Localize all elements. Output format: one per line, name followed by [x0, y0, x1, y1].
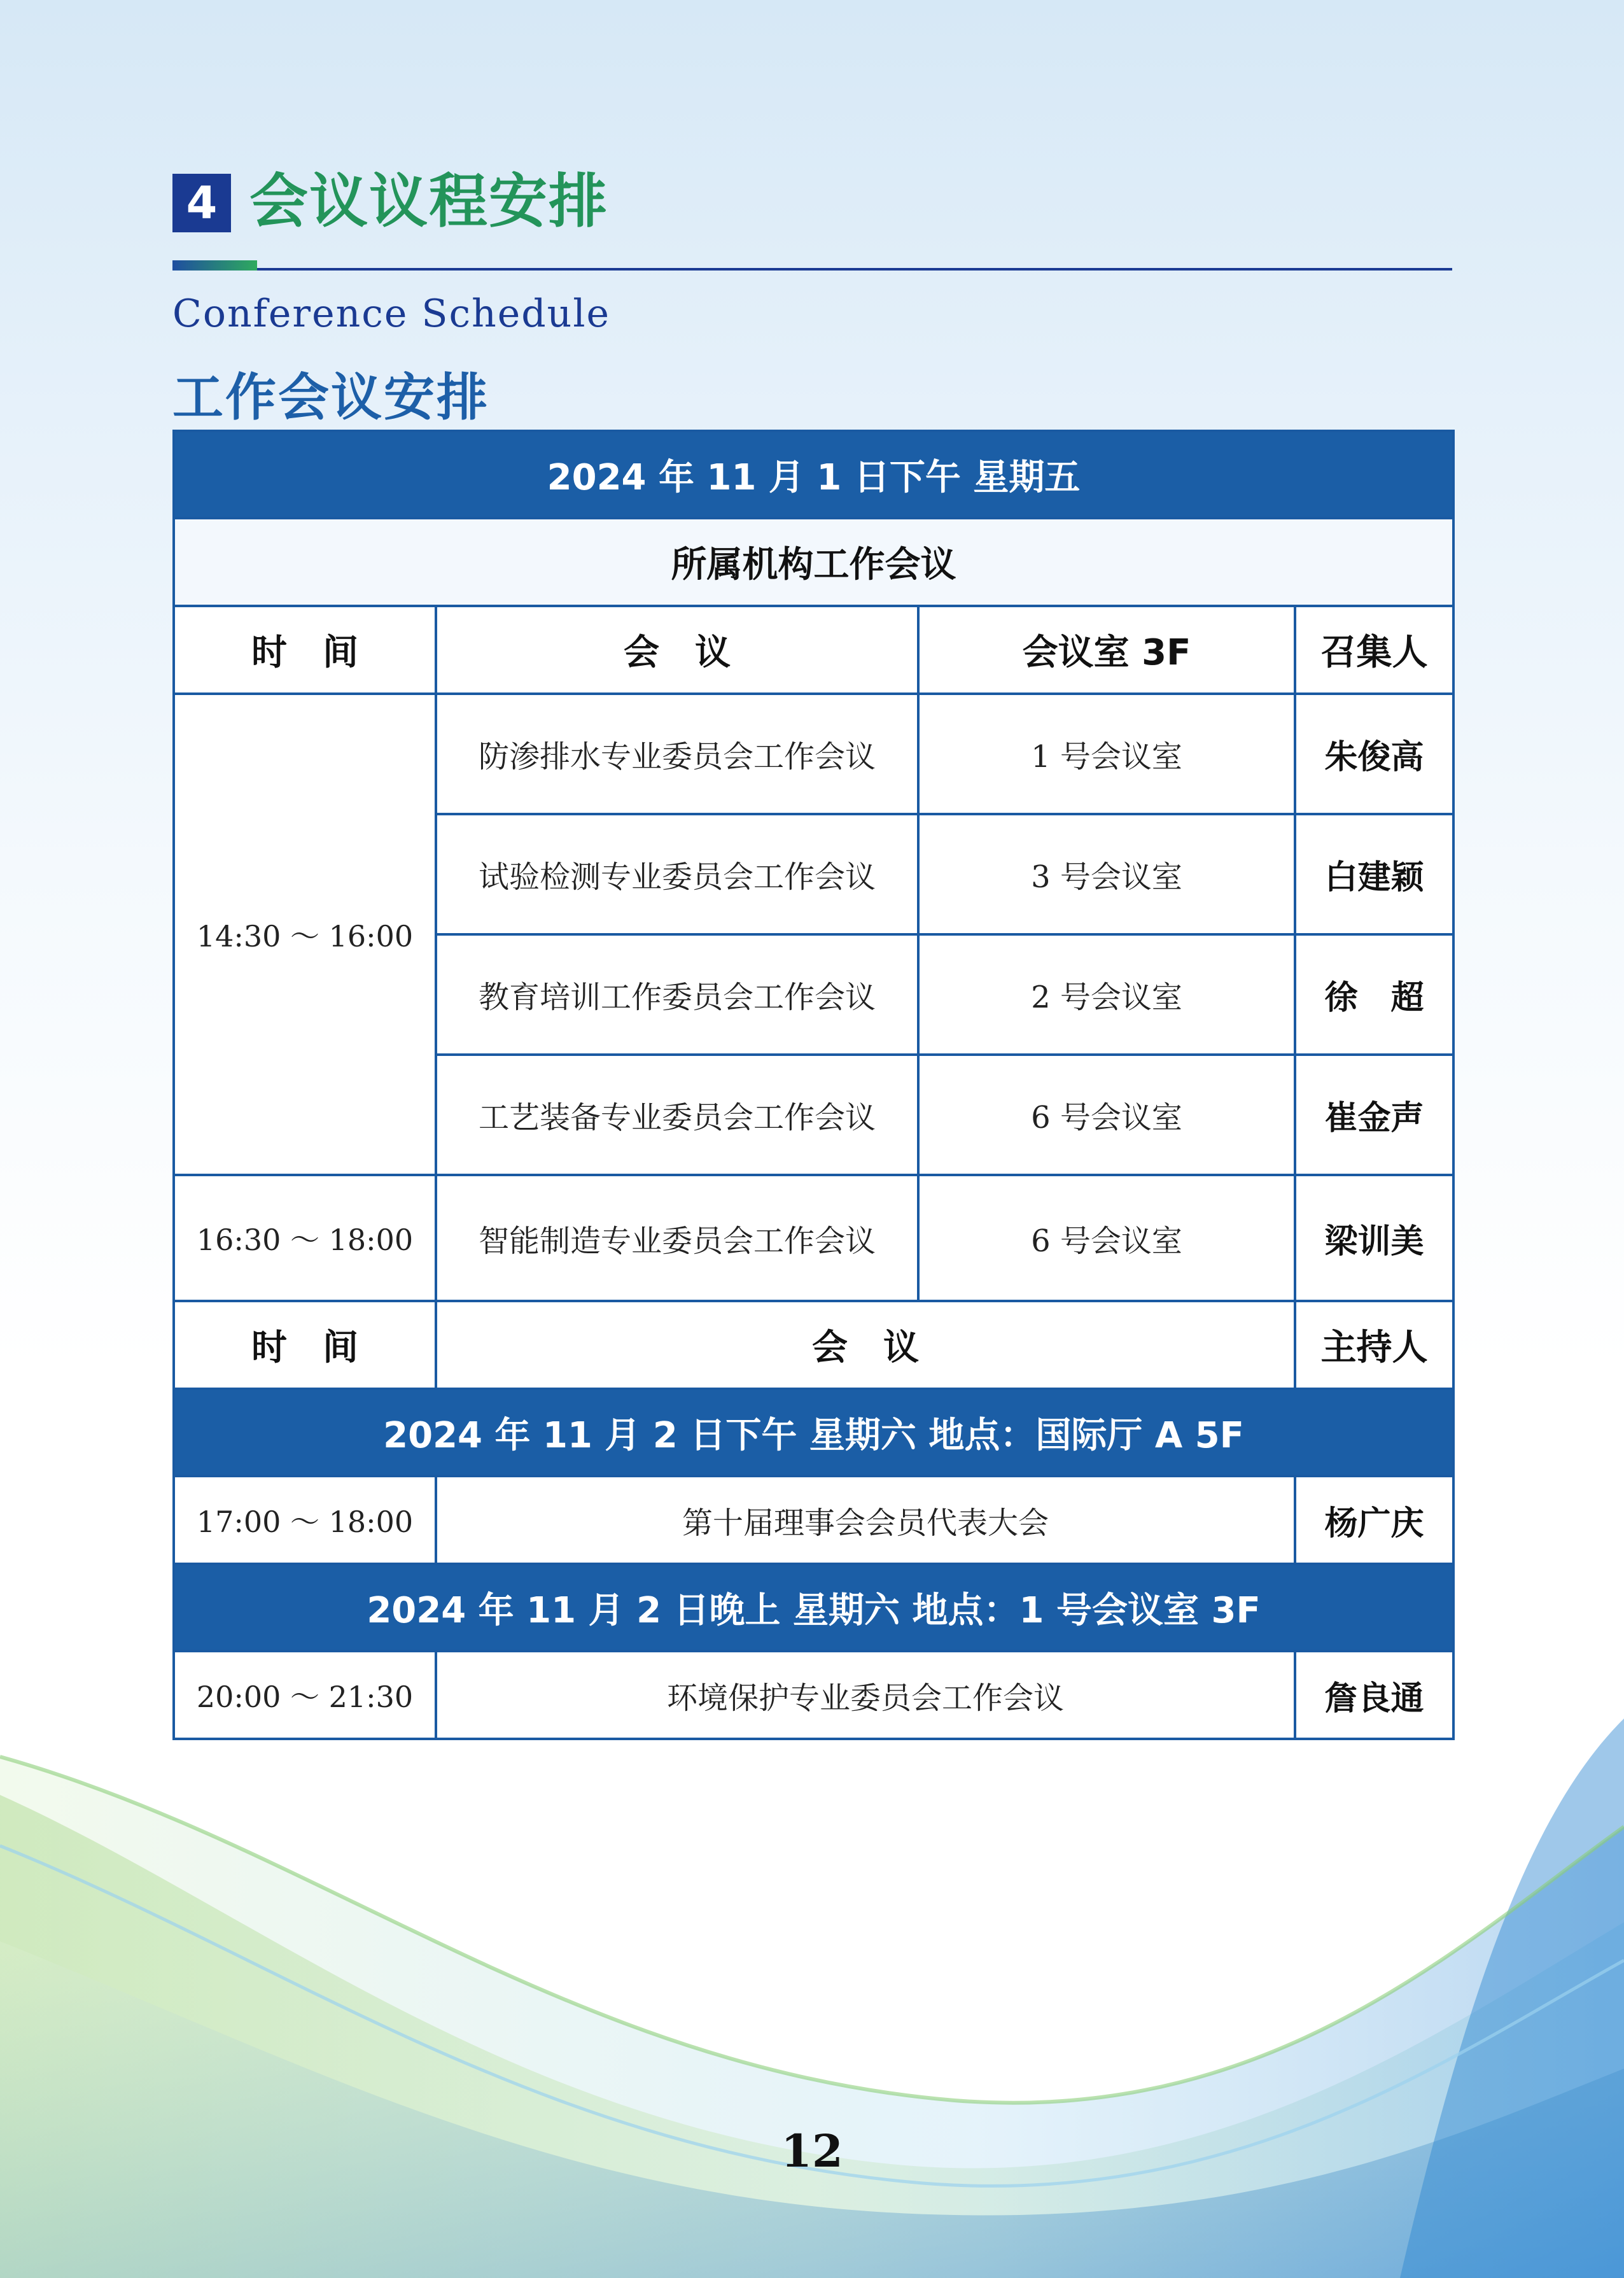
meeting-name: 工艺装备专业委员会工作会议: [436, 1055, 918, 1175]
column-header-row: [174, 606, 1453, 694]
date-band-day2-afternoon: [174, 1389, 1453, 1476]
date-band-day1-text: 2024 年 11 月 1 日下午 星期五: [174, 431, 1453, 518]
session-time: 17:00 ～ 18:00: [174, 1476, 436, 1564]
header-room: 会议室 3F: [918, 606, 1295, 694]
session-time: 20:00 ～ 21:30: [174, 1651, 436, 1739]
schedule-table: [172, 430, 1455, 1740]
table-row: [174, 694, 1453, 814]
group-title-row: [174, 518, 1453, 606]
date-band-day1: [174, 431, 1453, 518]
date-band-day2-evening-text: 2024 年 11 月 2 日晚上 星期六 地点：1 号会议室 3F: [174, 1564, 1453, 1651]
slot1-time: 14:30 ～ 16:00: [174, 694, 436, 1175]
meeting-room: 6 号会议室: [918, 1055, 1295, 1175]
convener-name: 崔金声: [1295, 1055, 1453, 1175]
meeting-name: 防渗排水专业委员会工作会议: [436, 694, 918, 814]
convener-name: 梁训美: [1295, 1175, 1453, 1301]
section-number-badge: 4: [172, 174, 231, 232]
subtitle-english: Conference Schedule: [172, 292, 611, 336]
section-title: 会议议程安排: [249, 167, 609, 236]
host-name: 詹良通: [1295, 1651, 1453, 1739]
convener-name: 徐 超: [1295, 934, 1453, 1055]
subtitle-chinese: 工作会议安排: [172, 368, 489, 427]
header-host: 主持人: [1295, 1301, 1453, 1389]
convener-name: 朱俊高: [1295, 694, 1453, 814]
column-header-row-2: [174, 1301, 1453, 1389]
table-row: [174, 1175, 1453, 1301]
convener-name: 白建颖: [1295, 814, 1453, 934]
meeting-name: 教育培训工作委员会工作会议: [436, 934, 918, 1055]
meeting-name: 第十届理事会会员代表大会: [436, 1476, 1295, 1564]
page-number: 12: [781, 2125, 843, 2177]
meeting-room: 2 号会议室: [918, 934, 1295, 1055]
meeting-room: 6 号会议室: [918, 1175, 1295, 1301]
title-underline-accent: [172, 260, 257, 271]
meeting-name: 智能制造专业委员会工作会议: [436, 1175, 918, 1301]
header-time: 时 间: [174, 606, 436, 694]
header-time-2: 时 间: [174, 1301, 436, 1389]
group-title: 所属机构工作会议: [174, 518, 1453, 606]
header-convener: 召集人: [1295, 606, 1453, 694]
meeting-name: 环境保护专业委员会工作会议: [436, 1651, 1295, 1739]
meeting-room: 1 号会议室: [918, 694, 1295, 814]
date-band-day2-afternoon-text: 2024 年 11 月 2 日下午 星期六 地点：国际厅 A 5F: [174, 1389, 1453, 1476]
meeting-name: 试验检测专业委员会工作会议: [436, 814, 918, 934]
table-row: [174, 1476, 1453, 1564]
date-band-day2-evening: [174, 1564, 1453, 1651]
title-underline: [172, 268, 1452, 271]
meeting-room: 3 号会议室: [918, 814, 1295, 934]
table-row: [174, 1651, 1453, 1739]
slot2-time: 16:30 ～ 18:00: [174, 1175, 436, 1301]
header-meeting: 会 议: [436, 606, 918, 694]
host-name: 杨广庆: [1295, 1476, 1453, 1564]
header-meeting-2: 会 议: [436, 1301, 1295, 1389]
